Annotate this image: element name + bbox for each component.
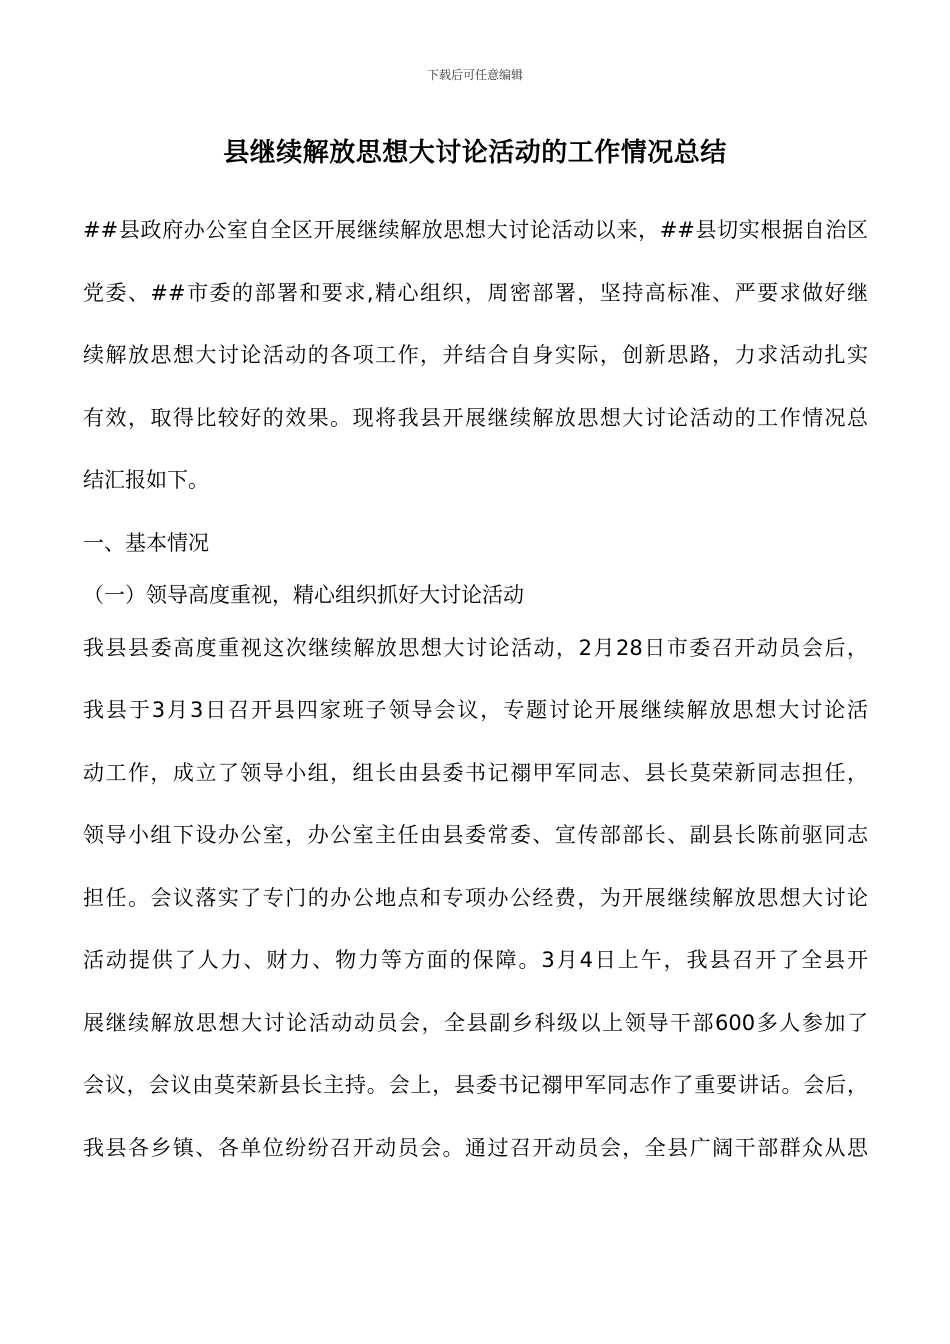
section-heading: 一、基本情况 — [83, 530, 209, 555]
body-line: 我县县委高度重视这次继续解放思想大讨论活动，2月28日市委召开动员会后， — [83, 635, 868, 660]
body-line: 会议，会议由莫荣新县长主持。会上，县委书记禤甲军同志作了重要讲话。会后， — [83, 1073, 868, 1097]
subsection-heading: （一）领导高度重视，精心组织抓好大讨论活动 — [83, 582, 524, 607]
document-body — [83, 216, 868, 1196]
intro-line: 结汇报如下。 — [83, 468, 209, 492]
header-note: 下载后可任意编辑 — [426, 68, 523, 82]
document-title: 县继续解放思想大讨论活动的工作情况总结 — [223, 138, 727, 168]
intro-line: 党委、##市委的部署和要求,精心组织，周密部署，坚持高标准、严要求做好继 — [83, 280, 868, 305]
body-line: 活动提供了人力、财力、物力等方面的保障。3月4日上午，我县召开了全县开 — [83, 948, 868, 972]
body-line: 动工作，成立了领导小组，组长由县委书记禤甲军同志、县长莫荣新同志担任， — [83, 760, 868, 785]
intro-line: 有效，取得比较好的效果。现将我县开展继续解放思想大讨论活动的工作情况总 — [83, 405, 868, 430]
intro-line: 续解放思想大讨论活动的各项工作，并结合自身实际，创新思路，力求活动扎实 — [83, 343, 868, 367]
body-line: 领导小组下设办公室，办公室主任由县委常委、宣传部部长、副县长陈前驱同志 — [83, 823, 868, 847]
intro-line: ##县政府办公室自全区开展继续解放思想大讨论活动以来，##县切实根据自治区 — [83, 218, 868, 242]
body-line: 我县于3月3日召开县四家班子领导会议，专题讨论开展继续解放思想大讨论活 — [83, 698, 868, 722]
body-line: 担任。会议落实了专门的办公地点和专项办公经费，为开展继续解放思想大讨论 — [83, 885, 868, 910]
body-line: 展继续解放思想大讨论活动动员会，全县副乡科级以上领导干部600多人参加了 — [83, 1010, 868, 1035]
body-line: 我县各乡镇、各单位纷纷召开动员会。通过召开动员会，全县广阔干部群众从思 — [83, 1135, 868, 1160]
